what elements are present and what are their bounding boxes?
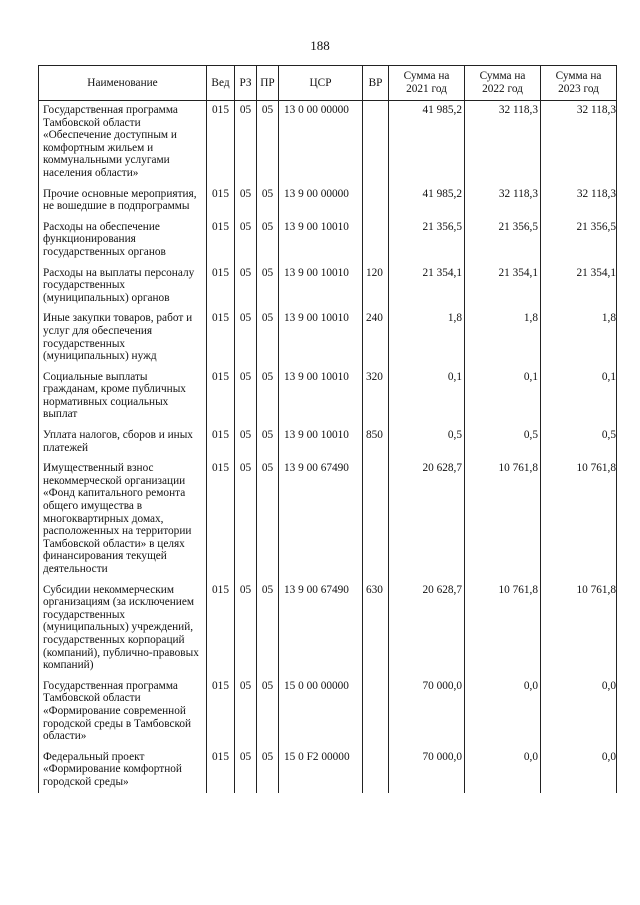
table-body <box>39 101 617 793</box>
row-sum-2021: 21 354,1 <box>389 265 465 311</box>
budget-table <box>38 65 617 793</box>
row-csr: 13 9 00 10010 <box>279 219 363 265</box>
row-vr <box>363 460 389 581</box>
row-pr: 05 <box>257 101 279 186</box>
row-sum-2023: 0,1 <box>541 369 617 427</box>
row-sum-2022: 32 118,3 <box>465 186 541 219</box>
row-rz: 05 <box>235 749 257 793</box>
row-sum-2022: 0,0 <box>465 749 541 793</box>
row-name: Государственная программа Тамбовской области «Формирование современной городской среды в Тамбовской области» <box>39 678 207 749</box>
row-csr: 13 9 00 10010 <box>279 369 363 427</box>
row-sum-2022: 0,5 <box>465 427 541 460</box>
row-ved: 015 <box>207 427 235 460</box>
row-rz: 05 <box>235 265 257 311</box>
row-sum-2022: 32 118,3 <box>465 101 541 186</box>
row-csr: 13 9 00 10010 <box>279 427 363 460</box>
row-vr <box>363 186 389 219</box>
row-sum-2023: 0,0 <box>541 678 617 749</box>
row-vr <box>363 219 389 265</box>
row-sum-2021: 1,8 <box>389 310 465 368</box>
row-rz: 05 <box>235 678 257 749</box>
row-rz: 05 <box>235 460 257 581</box>
row-rz: 05 <box>235 186 257 219</box>
row-sum-2021: 0,5 <box>389 427 465 460</box>
row-sum-2021: 41 985,2 <box>389 186 465 219</box>
row-sum-2021: 21 356,5 <box>389 219 465 265</box>
row-csr: 13 9 00 67490 <box>279 460 363 581</box>
row-sum-2023: 32 118,3 <box>541 186 617 219</box>
row-name: Иные закупки товаров, работ и услуг для обеспечения государственных (муниципальных) нужд <box>39 310 207 368</box>
row-rz: 05 <box>235 427 257 460</box>
row-sum-2022: 1,8 <box>465 310 541 368</box>
row-pr: 05 <box>257 310 279 368</box>
row-name: Уплата налогов, сборов и иных платежей <box>39 427 207 460</box>
row-csr: 13 9 00 10010 <box>279 265 363 311</box>
row-sum-2022: 10 761,8 <box>465 460 541 581</box>
row-ved: 015 <box>207 460 235 581</box>
header-csr: ЦСР <box>279 66 363 101</box>
row-name: Государственная программа Тамбовской области «Обеспечение доступным и комфортным жильем и коммунальными услугами населения области» <box>39 101 207 186</box>
row-pr: 05 <box>257 460 279 581</box>
header-name: Наименование <box>39 66 207 101</box>
row-vr: 320 <box>363 369 389 427</box>
row-pr: 05 <box>257 749 279 793</box>
row-vr <box>363 749 389 793</box>
table-row <box>39 101 617 186</box>
row-csr: 13 9 00 00000 <box>279 186 363 219</box>
row-name: Социальные выплаты гражданам, кроме публичных нормативных социальных выплат <box>39 369 207 427</box>
row-pr: 05 <box>257 427 279 460</box>
row-pr: 05 <box>257 582 279 678</box>
row-sum-2021: 20 628,7 <box>389 582 465 678</box>
header-ved: Вед <box>207 66 235 101</box>
row-vr <box>363 678 389 749</box>
table-row <box>39 310 617 368</box>
table-row <box>39 678 617 749</box>
table-row <box>39 749 617 793</box>
row-sum-2021: 70 000,0 <box>389 678 465 749</box>
row-sum-2023: 1,8 <box>541 310 617 368</box>
row-name: Имущественный взнос некоммерческой организации «Фонд капитального ремонта общего имущества в многоквартирных домах, расположенных на территории Тамбовской области» в целях финансирования текущей деятельности <box>39 460 207 581</box>
row-sum-2022: 21 354,1 <box>465 265 541 311</box>
header-vr: ВР <box>363 66 389 101</box>
row-sum-2023: 0,0 <box>541 749 617 793</box>
row-ved: 015 <box>207 186 235 219</box>
table-row <box>39 582 617 678</box>
row-vr <box>363 101 389 186</box>
row-sum-2023: 32 118,3 <box>541 101 617 186</box>
row-name: Федеральный проект «Формирование комфортной городской среды» <box>39 749 207 793</box>
row-sum-2023: 21 356,5 <box>541 219 617 265</box>
row-sum-2022: 10 761,8 <box>465 582 541 678</box>
row-ved: 015 <box>207 582 235 678</box>
row-rz: 05 <box>235 369 257 427</box>
table-row <box>39 265 617 311</box>
row-pr: 05 <box>257 369 279 427</box>
row-sum-2023: 21 354,1 <box>541 265 617 311</box>
row-ved: 015 <box>207 678 235 749</box>
table-header-row <box>39 66 617 101</box>
row-pr: 05 <box>257 219 279 265</box>
row-vr: 240 <box>363 310 389 368</box>
table-row <box>39 460 617 581</box>
row-vr: 850 <box>363 427 389 460</box>
row-ved: 015 <box>207 369 235 427</box>
row-sum-2022: 0,0 <box>465 678 541 749</box>
row-csr: 13 9 00 10010 <box>279 310 363 368</box>
row-csr: 15 0 F2 00000 <box>279 749 363 793</box>
row-name: Расходы на обеспечение функционирования государственных органов <box>39 219 207 265</box>
row-ved: 015 <box>207 749 235 793</box>
row-sum-2023: 0,5 <box>541 427 617 460</box>
row-csr: 15 0 00 00000 <box>279 678 363 749</box>
row-rz: 05 <box>235 219 257 265</box>
row-csr: 13 0 00 00000 <box>279 101 363 186</box>
row-ved: 015 <box>207 219 235 265</box>
row-sum-2022: 0,1 <box>465 369 541 427</box>
table-row <box>39 427 617 460</box>
table-row <box>39 186 617 219</box>
row-ved: 015 <box>207 265 235 311</box>
header-pr: ПР <box>257 66 279 101</box>
row-sum-2021: 20 628,7 <box>389 460 465 581</box>
row-name: Прочие основные мероприятия, не вошедшие в подпрограммы <box>39 186 207 219</box>
row-pr: 05 <box>257 186 279 219</box>
row-sum-2021: 70 000,0 <box>389 749 465 793</box>
row-name: Субсидии некоммерческим организациям (за исключением государственных (муниципальных) учреждений, государственных корпораций (компаний), публично-правовых компаний) <box>39 582 207 678</box>
row-sum-2021: 41 985,2 <box>389 101 465 186</box>
row-vr: 120 <box>363 265 389 311</box>
row-rz: 05 <box>235 310 257 368</box>
row-rz: 05 <box>235 101 257 186</box>
row-sum-2023: 10 761,8 <box>541 460 617 581</box>
header-sum-2021: Сумма на 2021 год <box>389 66 465 101</box>
row-ved: 015 <box>207 101 235 186</box>
row-ved: 015 <box>207 310 235 368</box>
header-sum-2022: Сумма на 2022 год <box>465 66 541 101</box>
row-pr: 05 <box>257 678 279 749</box>
row-sum-2021: 0,1 <box>389 369 465 427</box>
row-csr: 13 9 00 67490 <box>279 582 363 678</box>
page-number: 188 <box>310 38 330 53</box>
table-row <box>39 369 617 427</box>
row-pr: 05 <box>257 265 279 311</box>
row-sum-2022: 21 356,5 <box>465 219 541 265</box>
header-sum-2023: Сумма на 2023 год <box>541 66 617 101</box>
row-rz: 05 <box>235 582 257 678</box>
row-name: Расходы на выплаты персоналу государственных (муниципальных) органов <box>39 265 207 311</box>
row-vr: 630 <box>363 582 389 678</box>
table-row <box>39 219 617 265</box>
header-rz: РЗ <box>235 66 257 101</box>
row-sum-2023: 10 761,8 <box>541 582 617 678</box>
